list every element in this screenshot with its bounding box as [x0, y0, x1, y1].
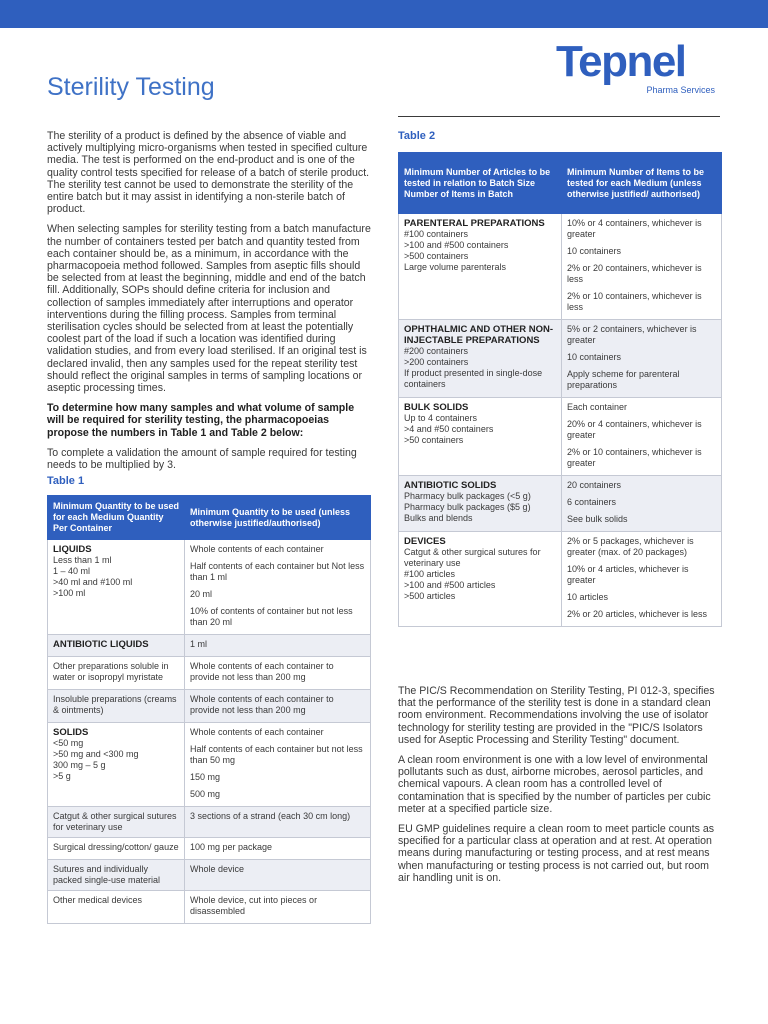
table-row: [48, 723, 371, 807]
category-label: BULK SOLIDS: [404, 402, 469, 413]
validation-paragraph: To complete a validation the amount of sample required for testing needs to be multiplied by 3.: [47, 446, 357, 472]
item-line: >5 g: [53, 771, 71, 782]
quantity-line: 3 sections of a strand (each 30 cm long): [190, 811, 351, 822]
page-title: Sterility Testing: [47, 73, 215, 101]
company-logo: [556, 37, 718, 95]
table-row: [48, 860, 371, 891]
table-cell-quantity: [562, 476, 722, 532]
item-line: <50 mg: [53, 738, 84, 749]
quantity-line: 5% or 2 containers, whichever is greater: [567, 324, 697, 345]
quantity-line: 10 containers: [567, 352, 622, 362]
table2-header-row: [399, 153, 722, 214]
header-divider: [398, 116, 720, 117]
intro-paragraph-1: The sterility of a product is defined by the absence of viable and actively multiplying micro-organisms when tested in specified culture media. The test is performed on the end-product and is one of the quality control tests specified for release of a batch of sterile product. The sterility test cannot be used to demonstrate the sterility of the entire batch but it may assist in identifying a non-sterile batch of product.: [47, 130, 370, 216]
item-line: Catgut & other surgical sutures for veterinary use: [53, 811, 177, 833]
table1-header-row: [48, 496, 371, 540]
table-row: [48, 635, 371, 657]
item-line: Sutures and individually packed single-use material: [53, 864, 161, 886]
quantity-line: 2% or 20 articles, whichever is less: [567, 609, 708, 619]
table-cell-quantity: [185, 540, 371, 635]
item-line: Less than 1 ml: [53, 555, 112, 566]
category-label: LIQUIDS: [53, 544, 92, 556]
table-cell-item: [48, 540, 185, 635]
item-line: #200 containers: [404, 346, 469, 356]
table-cell-item: [399, 214, 562, 320]
table-cell-quantity: [562, 398, 722, 476]
eu-gmp-paragraph: EU GMP guidelines require a clean room to meet particle counts as specified for a particular class at operation and at rest. At operation means during manufacturing or testing process, and at rest means when manufacturing or testing process is not carried out, but room air handling unit is on.: [398, 823, 715, 884]
table-row: [48, 540, 371, 635]
table-cell-quantity: [185, 838, 371, 860]
quantity-line: Half contents of each container but Not less than 1 ml: [190, 561, 365, 583]
quantity-line: 6 containers: [567, 497, 617, 507]
category-label: PARENTERAL PREPARATIONS: [404, 218, 545, 229]
item-line: Bulks and blends: [404, 513, 473, 523]
category-label: SOLIDS: [53, 727, 89, 739]
table-cell-item: [399, 532, 562, 627]
table-cell-item: [399, 398, 562, 476]
item-line: Large volume parenterals: [404, 262, 507, 272]
category-label: ANTIBIOTIC SOLIDS: [404, 480, 497, 491]
table1: [47, 495, 371, 924]
quantity-line: Each container: [567, 402, 628, 412]
item-line: 300 mg – 5 g: [53, 760, 106, 771]
table-cell-quantity: [185, 860, 371, 891]
table-cell-item: [48, 838, 185, 860]
table-cell-item: [399, 476, 562, 532]
item-line: >100 and #500 containers: [404, 240, 509, 250]
quantity-line: Whole contents of each container to provide not less than 200 mg: [190, 694, 334, 716]
item-line: 1 – 40 ml: [53, 566, 91, 577]
table-row: [399, 476, 722, 532]
table-cell-quantity: [185, 657, 371, 690]
item-line: Surgical dressing/cotton/ gauze: [53, 842, 179, 853]
table-cell-quantity: [185, 635, 371, 657]
quantity-line: 2% or 20 containers, whichever is less: [567, 263, 702, 284]
logo-wordmark: Tepnel: [556, 37, 686, 86]
item-line: Insoluble preparations (creams & ointments): [53, 694, 177, 716]
table2: [398, 152, 722, 627]
table-row: [399, 398, 722, 476]
item-line: Other preparations soluble in water or isopropyl myristate: [53, 661, 169, 683]
top-banner: [0, 0, 768, 28]
table-cell-quantity: [185, 690, 371, 723]
table-cell-item: [48, 635, 185, 657]
quantity-line: Half contents of each container but not less than 50 mg: [190, 744, 363, 766]
table2-header-col2: Minimum Number of Items to be tested for each Medium (unless otherwise justified/ authorised): [562, 153, 722, 214]
table-cell-item: [48, 657, 185, 690]
item-line: If product presented in single-dose containers: [404, 368, 543, 389]
item-line: >40 ml and #100 ml: [53, 577, 133, 588]
quantity-line: 10 containers: [567, 246, 622, 256]
item-line: #100 containers: [404, 229, 469, 239]
item-line: Other medical devices: [53, 895, 143, 906]
quantity-line: Apply scheme for parenteral preparations: [567, 369, 680, 390]
item-line: >200 containers: [404, 357, 469, 367]
table-cell-item: [48, 891, 185, 924]
quantity-line: Whole device, cut into pieces or disassembled: [190, 895, 318, 917]
quantity-line: 20 containers: [567, 480, 622, 490]
table1-header-col1: Minimum Quantity to be used for each Medium Quantity Per Container: [48, 496, 185, 540]
table1-label: Table 1: [47, 475, 85, 488]
right-column: [398, 130, 722, 627]
quantity-line: 1 ml: [190, 639, 208, 650]
quantity-line: 10 articles: [567, 592, 609, 602]
quantity-line: 20% or 4 containers, whichever is greater: [567, 419, 702, 440]
table-cell-item: [48, 807, 185, 838]
quantity-line: Whole contents of each container: [190, 727, 324, 738]
item-line: #100 articles: [404, 569, 456, 579]
table2-header-col1: Minimum Number of Articles to be tested in relation to Batch Size Number of Items in Batch: [399, 153, 562, 214]
item-line: >100 and #500 articles: [404, 580, 496, 590]
table-cell-item: [399, 320, 562, 398]
intro-paragraph-2: When selecting samples for sterility testing from a batch manufacture the number of containers tested per batch and quantity tested from each container should be, as a minimum, in accordance with the pharmacopoeia method followed. Samples from aseptic fills should be selected from at least the beginning, middle and end of the batch fill. Additionally, SOPs should define criteria for inclusion and collection of samples immediately after interruptions and operator interventions during the filling process. Samples from terminal sterilisation cycles should be selected from at least the potentially coolest part of the load if such a location was identified during validation studies, and from every load sterilised. If an original test is declared invalid, then any samples used for the repeat sterility test should reflect the original samples in terms of sampling locations or aseptic processing times.: [47, 223, 371, 395]
table-cell-item: [48, 723, 185, 807]
item-line: Up to 4 containers: [404, 413, 478, 423]
sample-count-paragraph: To determine how many samples and what volume of sample will be required for sterility testing, the pharmacopoeias propose the numbers in Table 1 and Table 2 below:: [47, 402, 355, 439]
category-label: ANTIBIOTIC LIQUIDS: [53, 639, 149, 651]
table-row: [48, 807, 371, 838]
table-row: [48, 690, 371, 723]
quantity-line: 10% or 4 containers, whichever is greater: [567, 218, 702, 239]
quantity-line: 2% or 5 packages, whichever is greater (max. of 20 packages): [567, 536, 694, 557]
table-cell-item: [48, 690, 185, 723]
item-line: >500 articles: [404, 591, 456, 601]
item-line: Catgut & other surgical sutures for veterinary use: [404, 547, 541, 568]
table-cell-quantity: [562, 214, 722, 320]
table-row: [399, 320, 722, 398]
item-line: >500 containers: [404, 251, 469, 261]
table-row: [48, 891, 371, 924]
table-cell-quantity: [185, 723, 371, 807]
left-column: [47, 130, 371, 924]
quantity-line: 150 mg: [190, 772, 221, 783]
table-row: [399, 214, 722, 320]
quantity-line: 20 ml: [190, 589, 213, 600]
quantity-line: Whole contents of each container to provide not less than 200 mg: [190, 661, 334, 683]
category-label: OPHTHALMIC AND OTHER NON-INJECTABLE PREPARATIONS: [404, 324, 553, 346]
item-line: >100 ml: [53, 588, 86, 599]
table-cell-quantity: [185, 891, 371, 924]
item-line: >50 containers: [404, 435, 464, 445]
quantity-line: 10% of contents of container but not less than 20 ml: [190, 606, 353, 628]
logo-subtitle: Pharma Services: [646, 85, 715, 95]
table-cell-quantity: [185, 807, 371, 838]
item-line: Pharmacy bulk packages (<5 g): [404, 491, 531, 501]
table2-label: Table 2: [398, 130, 436, 142]
quantity-line: 2% or 10 containers, whichever is greater: [567, 447, 702, 468]
table-cell-quantity: [562, 320, 722, 398]
clean-room-text: [398, 685, 722, 892]
table-cell-quantity: [562, 532, 722, 627]
table-row: [399, 532, 722, 627]
quantity-line: 100 mg per package: [190, 842, 273, 853]
table1-header-col2: Minimum Quantity to be used (unless otherwise justified/authorised): [185, 496, 371, 540]
quantity-line: Whole device: [190, 864, 245, 875]
table-cell-item: [48, 860, 185, 891]
table-row: [48, 838, 371, 860]
quantity-line: 500 mg: [190, 789, 221, 800]
category-label: DEVICES: [404, 536, 446, 547]
item-line: >4 and #50 containers: [404, 424, 494, 434]
table-row: [48, 657, 371, 690]
quantity-line: Whole contents of each container: [190, 544, 324, 555]
item-line: >50 mg and <300 mg: [53, 749, 139, 760]
clean-room-paragraph: A clean room environment is one with a low level of environmental pollutants such as dust, airborne microbes, aerosol particles, and chemical vapours. A clean room has a controlled level of contamination that is specified by the number of particles per cubic meter at a specified particle size.: [398, 754, 711, 815]
item-line: Pharmacy bulk packages ($5 g): [404, 502, 531, 512]
quantity-line: 10% or 4 articles, whichever is greater: [567, 564, 689, 585]
quantity-line: 2% or 10 containers, whichever is less: [567, 291, 702, 312]
quantity-line: See bulk solids: [567, 514, 628, 524]
pics-paragraph: The PIC/S Recommendation on Sterility Testing, PI 012-3, specifies that the performance of the sterility test is done in a standard clean room environment. Recommendations involving the use of isolator technology for sterility testing are provided in the "PIC/S Isolators used for Aseptic Processing and Sterility Testing" document.: [398, 685, 715, 746]
